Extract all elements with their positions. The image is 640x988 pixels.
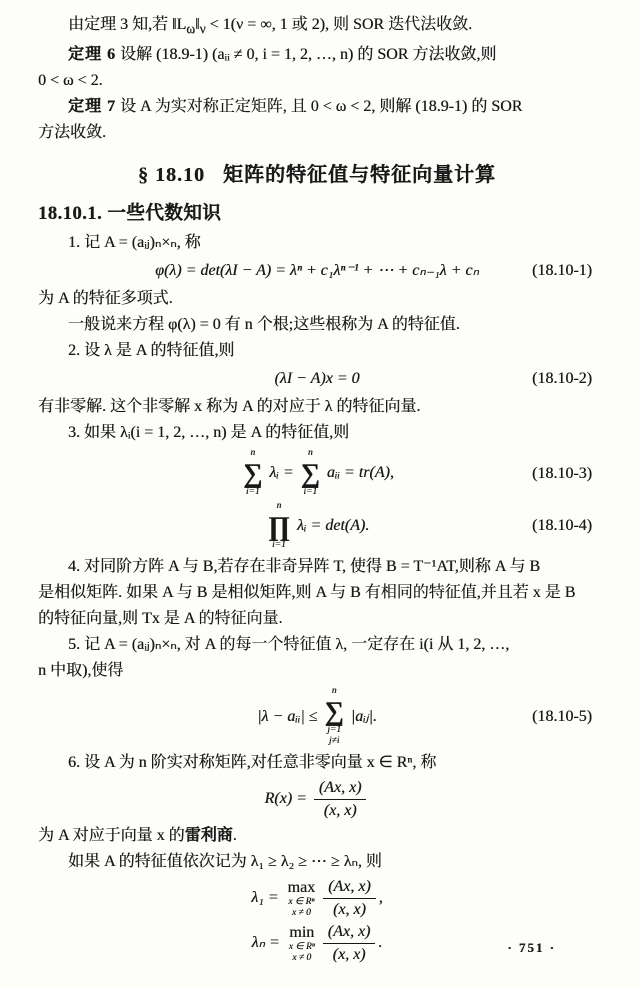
section-heading (38, 160, 596, 190)
section-number: § 18.10 (138, 164, 205, 187)
list-item-3: 3. 如果 λᵢ(i = 1, 2, …, n) 是 A 的特征值,则 (68, 424, 350, 442)
equation-tag: (18.10-3) (532, 464, 592, 482)
rayleigh-post: . (232, 827, 237, 845)
list-item-5-line-1: 5. 记 A = (aᵢⱼ)ₙ×ₙ, 对 A 的每一个特征值 λ, 一定存在 i(i 从 1, 2, …, (68, 635, 510, 653)
nu-subscript: ν (199, 21, 206, 37)
min-condition-2: x ≠ 0 (292, 953, 312, 964)
sum-operator (243, 448, 262, 499)
sum-operator (301, 448, 320, 499)
min-operator (289, 924, 315, 964)
list-item-4-line-1: 4. 对同阶方阵 A 与 B,若存在非奇异阵 T, 使得 B = T⁻¹AT,则称 A 与 B (68, 557, 541, 575)
theorem-7-body: 设 A 为实对称正定矩阵, 且 0 < ω < 2, 则解 (18.9-1) 的 SOR (116, 98, 523, 116)
equation-lhs: λ₁ = (251, 889, 283, 907)
fraction-denominator: (x, x) (323, 802, 357, 820)
theorem-6-line (38, 42, 596, 68)
equation-body: φ(λ) = det(λI − A) = λⁿ + c₁λⁿ⁻¹ + ⋯ + cₙ₋₁λ + cₙ (155, 262, 479, 280)
sigma-symbol: ∑ (324, 695, 344, 726)
equation-lhs: R(x) = (264, 790, 311, 808)
equation-tag: (18.10-5) (532, 708, 592, 725)
fraction-numerator: (Ax, x) (323, 922, 376, 944)
pi-symbol: ∏ (267, 510, 290, 541)
sigma-symbol: ∑ (300, 458, 320, 489)
equation-18-10-5 (38, 686, 596, 749)
intro-text-post: < 1(ν = ∞, 1 或 2), 则 SOR 迭代法收敛. (205, 16, 473, 33)
list-item-4-line-2: 是相似矩阵. 如果 A 与 B 是相似矩阵,则 A 与 B 有相同的特征值,并且若 x 是 B (38, 583, 576, 601)
equation-18-10-1 (38, 258, 596, 284)
equation-lhs: |λ − aᵢᵢ| ≤ (257, 707, 322, 725)
theorem-7-line (38, 94, 596, 120)
equation-middle: λᵢ = (265, 464, 298, 482)
equation-tag: (18.10-1) (532, 262, 592, 280)
theorem-7-label: 定理 7 (68, 98, 117, 116)
max-condition-2: x ≠ 0 (291, 908, 311, 919)
intro-text-pre: 由定理 3 知,若 ‖L (68, 16, 187, 33)
equation-tail: |aᵢⱼ|. (346, 707, 377, 725)
sigma-symbol: ∑ (243, 458, 263, 489)
fraction-denominator: (x, x) (332, 946, 366, 964)
characteristic-polynomial-line: 为 A 的特征多项式. (38, 290, 173, 308)
equation-lhs: λₙ = (251, 934, 284, 952)
equation-body (264, 779, 370, 820)
min-condition-1: x ∈ Rⁿ (288, 942, 315, 953)
rayleigh-quotient-equation (38, 778, 596, 821)
list-item-2: 2. 设 λ 是 A 的特征值,则 (68, 342, 235, 360)
sum-upper-limit: n (250, 448, 256, 459)
eigenvalue-ordering-line: 如果 A 的特征值依次记为 λ₁ ≥ λ₂ ≥ ⋯ ≥ λₙ, 则 (68, 853, 382, 871)
sum-lower-limit-2: j≠i (328, 736, 340, 747)
equation-body (257, 685, 377, 747)
omega-subscript: ω (186, 21, 196, 37)
fraction-denominator: (x, x) (332, 901, 366, 919)
page-number: · 751 · (507, 940, 556, 955)
equation-tail: λᵢ = det(A). (293, 516, 370, 534)
sum-lower-limit: i=1 (245, 487, 260, 498)
theorem-7-continuation: 方法收敛. (38, 124, 107, 142)
min-label: min (289, 923, 315, 941)
list-item-5-line-2: n 中取),使得 (38, 661, 124, 679)
sum-lower-limit: i=1 (303, 487, 318, 498)
rayleigh-pre: 为 A 对应于向量 x 的 (38, 827, 185, 845)
theorem-6-label: 定理 6 (68, 46, 117, 64)
sum-operator (325, 686, 344, 749)
equation-tail: aᵢᵢ = tr(A), (322, 464, 394, 482)
max-operator (288, 879, 316, 919)
equation-18-10-4 (38, 501, 596, 552)
product-upper-limit: n (276, 500, 282, 511)
equation-body (251, 878, 383, 919)
equation-body (240, 448, 394, 498)
rayleigh-term: 雷利商 (184, 827, 233, 845)
equation-18-10-3 (38, 448, 596, 499)
list-item-1: 1. 记 A = (aᵢⱼ)ₙ×ₙ, 称 (68, 234, 201, 252)
equation-18-10-2 (38, 366, 596, 392)
equation-body (251, 923, 383, 964)
max-label: max (287, 878, 316, 896)
list-item-6: 6. 设 A 为 n 阶实对称矩阵,对任意非零向量 x ∈ Rⁿ, 称 (68, 754, 437, 772)
sum-upper-limit: n (307, 448, 313, 459)
list-item-4-line-3: 的特征向量,则 Tx 是 A 的特征向量. (38, 609, 283, 627)
roots-remark-line: 一般说来方程 φ(λ) = 0 有 n 个根;这些根称为 A 的特征值. (68, 316, 460, 334)
fraction (314, 778, 367, 821)
product-operator (268, 501, 290, 552)
sum-lower-limit-1: j=1 (327, 724, 342, 735)
product-lower-limit: i=1 (271, 539, 286, 550)
equation-tag: (18.10-4) (532, 517, 592, 535)
equation-body (265, 500, 370, 550)
rayleigh-name-line (38, 823, 596, 849)
theorem-6-continuation: 0 < ω < 2. (38, 72, 103, 90)
max-condition-1: x ∈ Rⁿ (288, 897, 315, 908)
equation-tail: , (378, 889, 383, 907)
equation-tag: (18.10-2) (532, 370, 592, 388)
intro-paragraph (38, 12, 596, 42)
eigenvector-remark-line: 有非零解. 这个非零解 x 称为 A 的对应于 λ 的特征向量. (38, 398, 421, 416)
fraction-numerator: (Ax, x) (323, 877, 376, 899)
fraction-numerator: (Ax, x) (314, 778, 367, 800)
sum-upper-limit: n (331, 685, 337, 696)
fraction (323, 877, 376, 920)
fraction (323, 922, 376, 965)
equation-body: (λI − A)x = 0 (274, 370, 360, 388)
equation-tail: . (378, 934, 383, 952)
intro-text-mid: ‖ (195, 16, 200, 33)
theorem-6-body: 设解 (18.9-1) (aᵢᵢ ≠ 0, i = 1, 2, …, n) 的 SOR 方法收敛,则 (116, 46, 497, 64)
subsection-heading: 18.10.1. 一些代数知识 (38, 204, 222, 225)
lambda-max-equation (38, 877, 596, 920)
section-title: 矩阵的特征值与特征向量计算 (223, 164, 496, 187)
